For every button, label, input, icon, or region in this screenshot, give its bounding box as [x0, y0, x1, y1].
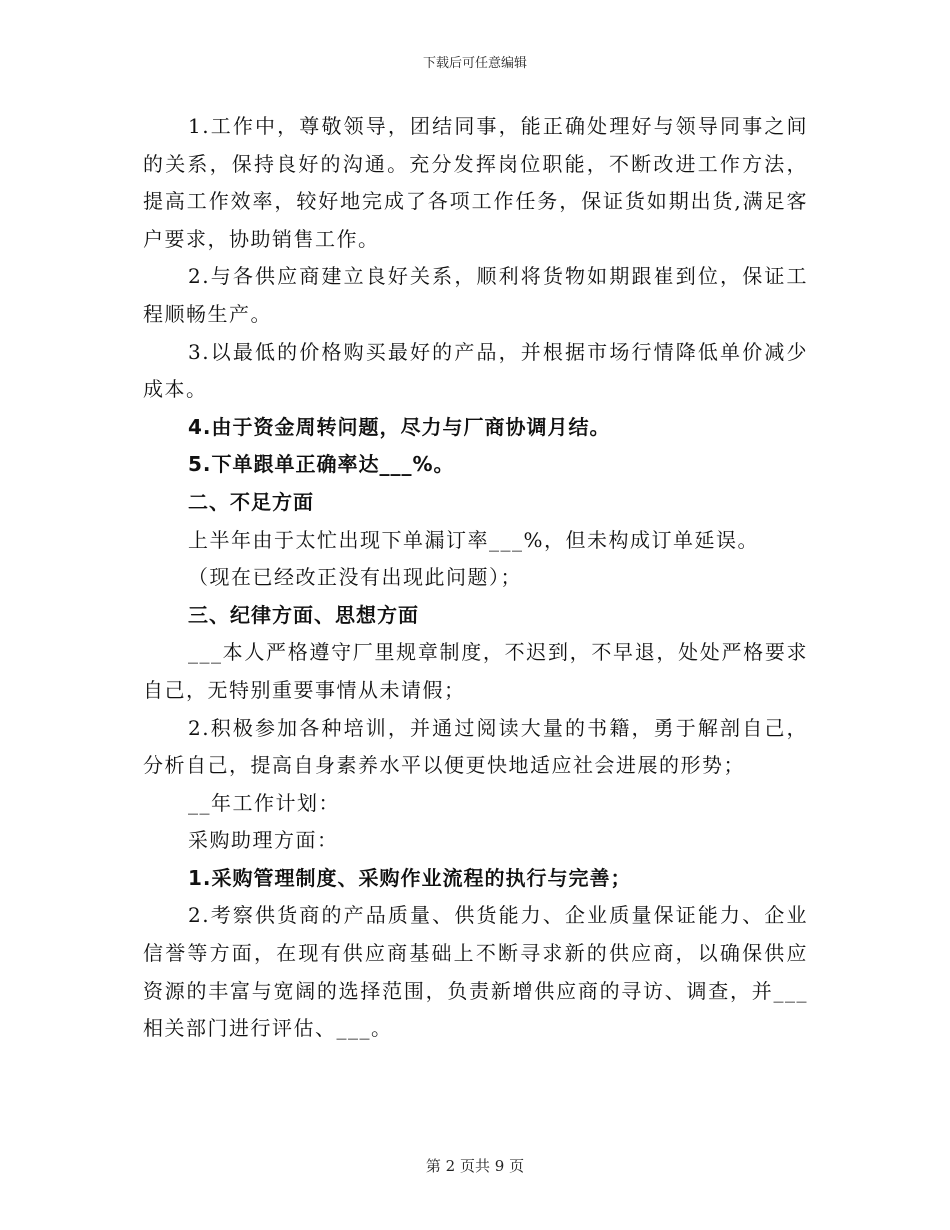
paragraph-supplier-evaluation: 2.考察供货商的产品质量、供货能力、企业质量保证能力、企业信誉等方面，在现有供应商基础上不断寻求新的供应商，以确保供应资源的丰富与宽阔的选择范围，负责新增供应商的寻访、调查，并___相关部门进行评估、___。 — [143, 903, 808, 1041]
paragraph-corrected: （现在已经改正没有出现此问题）； — [188, 565, 522, 590]
paragraph-assistant-section: 采购助理方面： — [188, 828, 339, 853]
paragraph-rules-compliance: ___本人严格遵守厂里规章制度，不迟到，不早退，处处严格要求自己，无特别重要事情从未请假； — [143, 640, 808, 702]
paragraph-training: 2.积极参加各种培训，并通过阅读大量的书籍，勇于解剖自己，分析自己，提高自身素养水平以便更快地适应社会进展的形势； — [143, 715, 808, 778]
paragraph-monthly-settlement: 4.由于资金周转问题，尽力与厂商协调月结。 — [188, 414, 611, 439]
page-footer: 第 2 页共 9 页 — [425, 1157, 525, 1175]
paragraph-missed-orders: 上半年由于太忙出现下单漏订率___%，但未构成订单延误。 — [188, 527, 760, 552]
document-body — [143, 108, 808, 1048]
page-header: 下载后可任意编辑 — [422, 56, 527, 71]
paragraph-work-relations: 1.工作中，尊敬领导，团结同事，能正确处理好与领导同事之间的关系，保持良好的沟通。充分发挥岗位职能，不断改进工作方法，提高工作效率，较好地完成了各项工作任务，保证货如期出货,满足客户要求，协助销售工作。 — [143, 114, 808, 251]
paragraph-procurement-system: 1.采购管理制度、采购作业流程的执行与完善； — [188, 865, 632, 890]
section-heading-discipline: 三、纪律方面、思想方面 — [188, 602, 419, 627]
paragraph-supplier-relations: 2.与各供应商建立良好关系，顺利将货物如期跟崔到位，保证工程顺畅生产。 — [143, 264, 808, 326]
section-heading-shortcomings: 二、不足方面 — [188, 489, 314, 514]
paragraph-order-accuracy: 5.下单跟单正确率达___%。 — [188, 452, 455, 477]
paragraph-lowest-price: 3.以最低的价格购买最好的产品，并根据市场行情降低单价减少成本。 — [143, 339, 808, 402]
paragraph-work-plan-title: __年工作计划： — [188, 790, 340, 815]
